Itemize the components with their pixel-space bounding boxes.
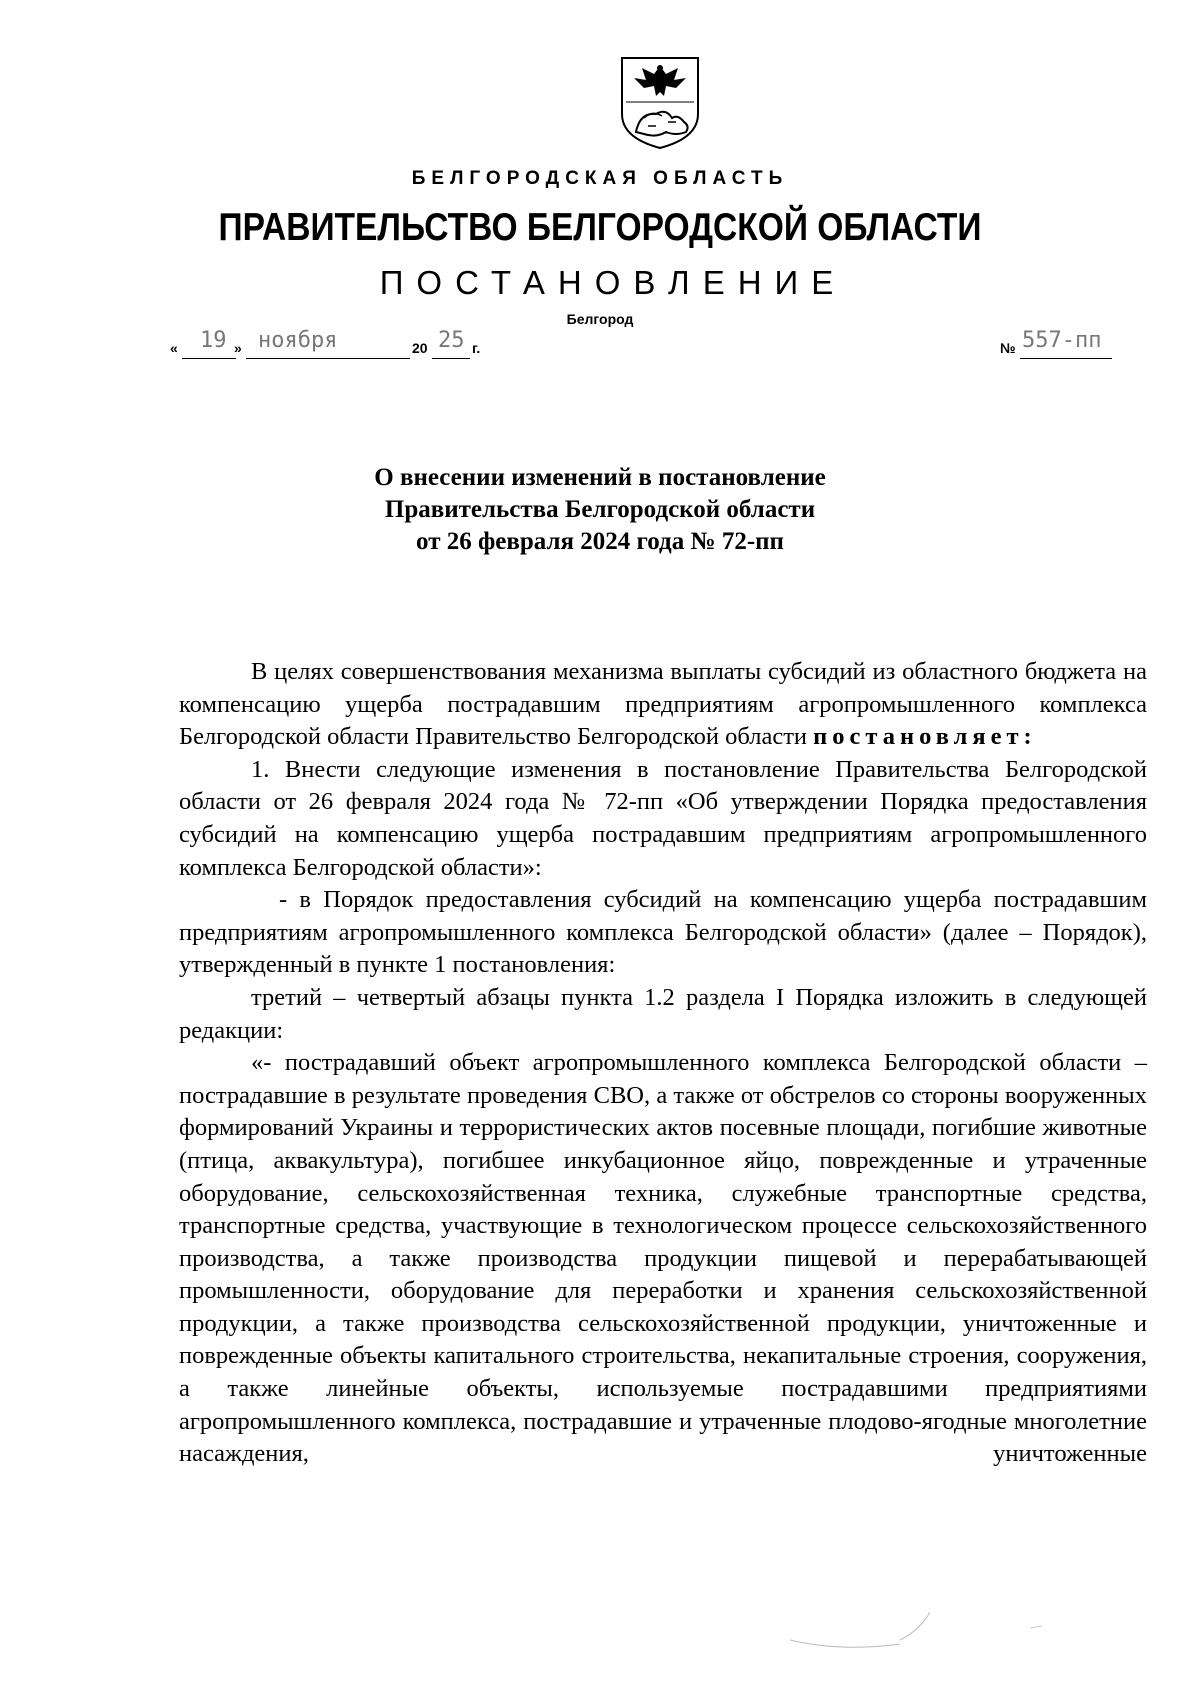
month-underline [246, 358, 410, 359]
title-line: О внесении изменений в постановление [374, 464, 826, 491]
document-title [0, 462, 1200, 558]
region-name: БЕЛГОРОДСКАЯ ОБЛАСТЬ [411, 168, 789, 189]
date-open-quote: « [170, 340, 178, 356]
clause-1-paragraph: 1. Внести следующие изменения в постановление Правительства Белгородской области от 26 февраля 2024 года № 72-пп «Об утверждении Порядка предоставления субсидий на компенсацию ущерба пострадавшим предприятиям агропромышленного комплекса Белгородской области»: [179, 755, 1147, 881]
date-close-quote: » [234, 340, 242, 356]
resolves-word: постановляет: [813, 723, 1037, 751]
number-label: № [1000, 340, 1016, 356]
preamble-text: В целях совершенствования механизма выплаты субсидий из областного бюджета на компенсацию ущерба пострадавшим предприятиям агропромышленного комплекса Белгородской области Правительство Белгородской области [179, 658, 1147, 751]
date-year-suffix: г. [472, 340, 481, 356]
year-underline [432, 358, 470, 359]
date-month: ноября [258, 328, 338, 353]
government-name: ПРАВИТЕЛЬСТВО БЕЛГОРОДСКОЙ ОБЛАСТИ [218, 206, 982, 249]
coat-of-arms-emblem [616, 52, 704, 152]
city-name: Белгород [566, 311, 634, 327]
date-century: 20 [412, 340, 428, 356]
document-number: 557-пп [1022, 328, 1102, 353]
scan-mark [780, 1600, 1080, 1660]
definition-paragraph: «- пострадавший объект агропромышленного комплекса Белгородской области – пострадавшие в результате проведения СВО, а также от обстрелов со стороны вооруженных формирований Украины и террористических актов посевные площади, погибшие животные (птица, аквакультура), погибшее инкубационное яйцо, поврежденные и утраченные оборудование, сельскохозяйственная техника, служебные транспортные средства, транспортные средства, участвующие в технологическом процессе сельскохозяйственного производства, а также производства продукции пищевой и перерабатывающей промышленности, оборудование для переработки и хранения сельскохозяйственной продукции, а также производства сельскохозяйственной продукции, уничтоженные и поврежденные объекты капитального строительства, некапитальные строения, сооружения, а также линейные объекты, используемые пострадавшими предприятиями агропромышленного комплекса, пострадавшие и утраченные плодово-ягодные многолетние насаждения, уничтоженные [179, 1049, 1147, 1468]
title-line: от 26 февраля 2024 года № 72-пп [416, 528, 784, 555]
number-underline [1020, 358, 1112, 359]
day-underline [182, 358, 236, 359]
date-year: 25 [438, 328, 465, 353]
amendment-paragraph: - в Порядок предоставления субсидий на компенсацию ущерба пострадавшим предприятиям агропромышленного комплекса Белгородской области» (далее – Порядок), утвержденный в пункте 1 постановления: [179, 886, 1147, 979]
paragraph-replacement-intro: третий – четвертый абзацы пункта 1.2 раздела I Порядка изложить в следующей редакции: [179, 983, 1147, 1044]
document-type: ПОСТАНОВЛЕНИЕ [379, 264, 847, 301]
preamble-paragraph [179, 656, 1147, 754]
title-line: Правительства Белгородской области [384, 496, 816, 523]
document-body [179, 656, 1147, 1471]
date-day: 19 [200, 328, 227, 353]
